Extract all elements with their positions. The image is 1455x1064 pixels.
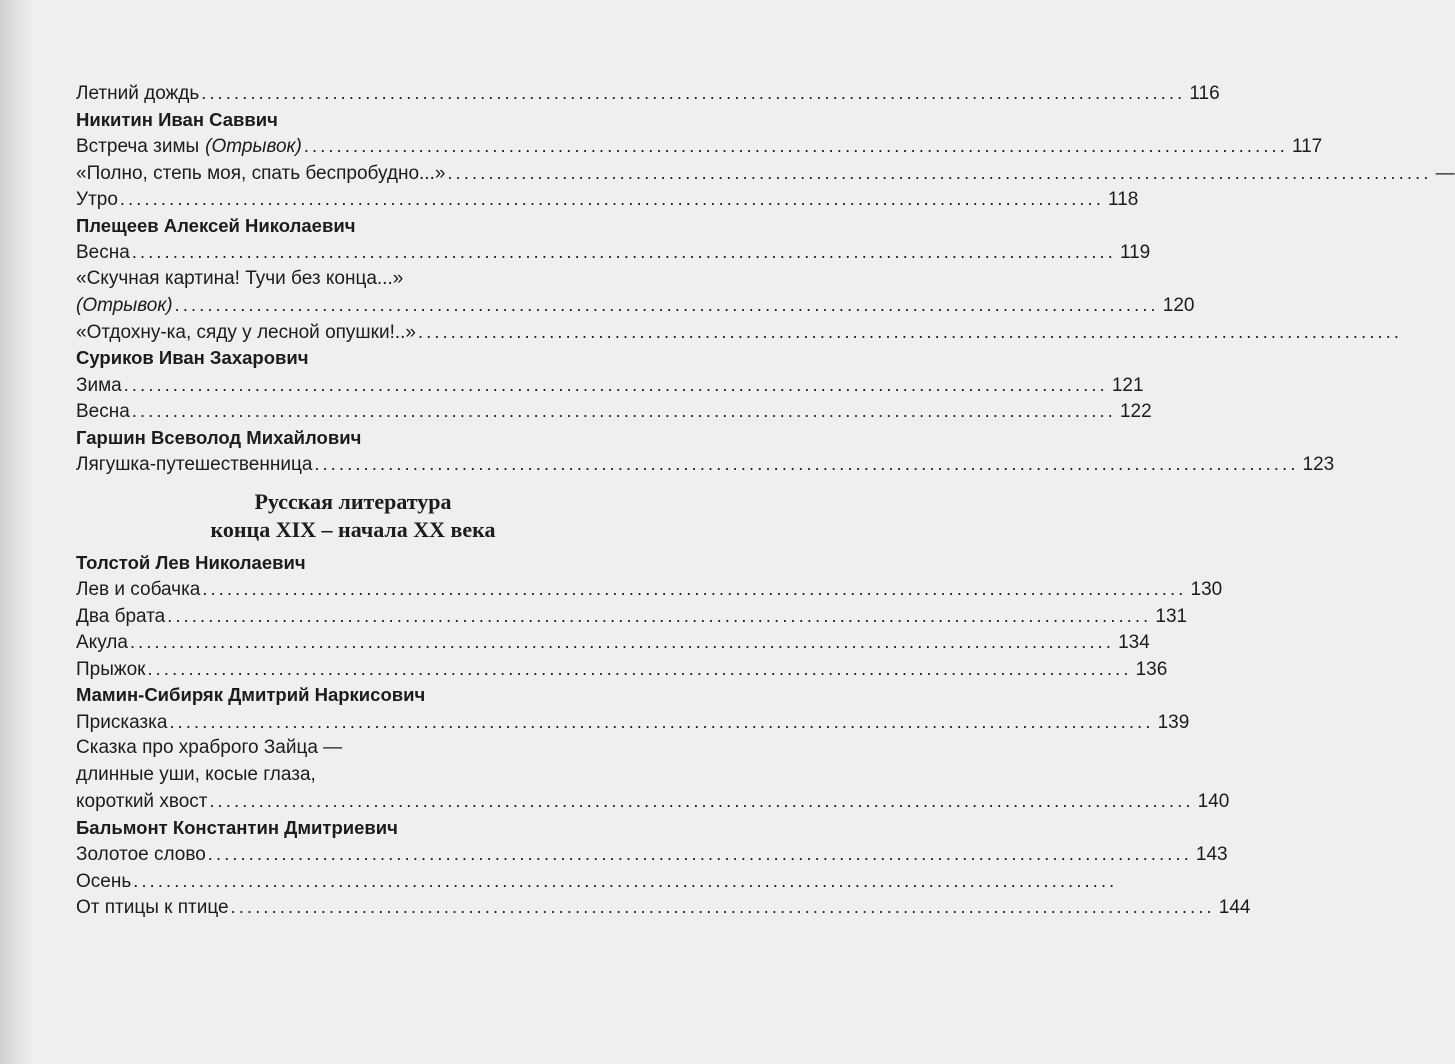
entry-title-text: Прыжок bbox=[76, 658, 146, 680]
entry-title bbox=[76, 710, 167, 737]
author-heading: Гаршин Всеволод Михайлович bbox=[76, 426, 362, 448]
dot-leader: ........................................................................................................................ bbox=[131, 401, 1116, 421]
toc-entry bbox=[76, 292, 1195, 319]
dot-leader: ........................................................................................................................ bbox=[131, 242, 1116, 262]
dot-leader: ........................................................................................................................ bbox=[174, 295, 1159, 315]
entry-title-text: Зима bbox=[76, 374, 122, 396]
dot-leader: ........................................................................................................................ bbox=[209, 791, 1194, 811]
page-number: 122 bbox=[1119, 401, 1152, 422]
dot-leader: ........................................................................................................................ bbox=[147, 658, 1132, 679]
page-number: 136 bbox=[1135, 658, 1168, 680]
entry-title bbox=[76, 577, 200, 604]
section-heading bbox=[76, 488, 622, 544]
entry-title bbox=[76, 161, 445, 188]
page-number: 116 bbox=[1189, 83, 1220, 104]
page-number: 123 bbox=[1302, 454, 1335, 475]
entry-title-text: От птицы к птице bbox=[76, 897, 229, 918]
entry-note: (Отрывок) bbox=[76, 295, 173, 316]
dot-leader: ........................................................................................................................ bbox=[133, 870, 1118, 891]
toc-entry bbox=[76, 186, 1139, 213]
toc-entry bbox=[76, 868, 1118, 895]
entry-title bbox=[76, 373, 122, 400]
dot-leader: ........................................................................................................................ bbox=[169, 711, 1154, 732]
book-spine-shadow bbox=[0, 0, 34, 1064]
entry-title-text: «Отдохну-ка, сяду у лесной опушки!..» bbox=[76, 321, 416, 343]
dot-leader: ........................................................................................................................ bbox=[303, 136, 1288, 156]
entry-title bbox=[76, 293, 173, 320]
entry-title bbox=[76, 657, 145, 684]
dot-leader: ........................................................................................................................ bbox=[230, 897, 1215, 917]
entry-note: (Отрывок) bbox=[205, 136, 302, 157]
entry-title bbox=[76, 630, 128, 657]
page-number: 119 bbox=[1119, 242, 1151, 263]
entry-title-text: Золотое слово bbox=[76, 844, 206, 865]
page-number: 143 bbox=[1195, 844, 1228, 865]
author-heading: Плещеев Алексей Николаевич bbox=[76, 214, 356, 236]
author-heading: Бальмонт Константин Дмитриевич bbox=[76, 816, 398, 838]
page-number: 118 bbox=[1108, 189, 1139, 210]
entry-title bbox=[76, 842, 206, 869]
entry-title-text: Весна bbox=[76, 242, 130, 263]
page-number: 134 bbox=[1118, 632, 1150, 653]
page-number: — bbox=[1435, 162, 1455, 184]
entry-title bbox=[76, 895, 229, 922]
entry-title bbox=[76, 187, 118, 214]
entry-title bbox=[76, 240, 130, 267]
toc-entry bbox=[76, 160, 1455, 187]
toc-entry bbox=[76, 656, 1168, 683]
page-number: 140 bbox=[1197, 791, 1230, 812]
section-heading-line-2: конца XIX – начала XX века bbox=[210, 516, 496, 542]
toc-entry bbox=[76, 841, 1228, 868]
entry-title-text: Утро bbox=[76, 189, 118, 210]
dot-leader: ........................................................................................................................ bbox=[202, 579, 1187, 599]
page-number: 117 bbox=[1291, 136, 1323, 157]
dot-leader: ........................................................................................................................ bbox=[201, 83, 1186, 103]
section-heading-line-1: Русская литература bbox=[254, 488, 452, 514]
page-number: 130 bbox=[1190, 579, 1223, 600]
entry-title bbox=[76, 452, 312, 479]
toc-entry bbox=[76, 709, 1190, 736]
author-heading: Суриков Иван Захарович bbox=[76, 347, 309, 368]
entry-title-text: Лев и собачка bbox=[76, 579, 201, 600]
toc-list-bottom bbox=[76, 550, 1251, 921]
table-of-contents bbox=[76, 80, 1455, 921]
entry-title-text: Весна bbox=[76, 401, 130, 422]
dot-leader: ........................................................................................................................ bbox=[314, 454, 1299, 474]
toc-entry bbox=[76, 372, 1144, 399]
page-number: 121 bbox=[1111, 374, 1144, 396]
entry-title bbox=[76, 81, 199, 108]
entry-title bbox=[76, 399, 130, 426]
author-heading: Толстой Лев Николаевич bbox=[76, 551, 306, 573]
dot-leader: ........................................................................................................................ bbox=[418, 321, 1403, 342]
entry-title-text: Акула bbox=[76, 632, 128, 653]
entry-title-text: Осень bbox=[76, 870, 132, 892]
dot-leader: ........................................................................................................................ bbox=[447, 162, 1432, 183]
page-number: 131 bbox=[1155, 605, 1188, 627]
entry-title bbox=[76, 869, 131, 896]
toc-entry bbox=[76, 451, 1335, 478]
dot-leader: ........................................................................................................................ bbox=[119, 189, 1105, 209]
toc-entry bbox=[76, 133, 1323, 160]
entry-title bbox=[76, 789, 207, 816]
dot-leader: ........................................................................................................................ bbox=[167, 605, 1152, 626]
page-number: 139 bbox=[1157, 711, 1190, 733]
author-heading: Никитин Иван Саввич bbox=[76, 108, 278, 130]
entry-title bbox=[76, 134, 302, 161]
author-heading: Мамин-Сибиряк Дмитрий Наркисович bbox=[76, 684, 426, 705]
toc-entry-text: Сказка про храброго Зайца — bbox=[76, 737, 343, 758]
toc-entry bbox=[76, 80, 1220, 107]
toc-entry bbox=[76, 319, 1403, 346]
toc-entry-text: длинные уши, косые глаза, bbox=[76, 763, 316, 785]
entry-title-text: Летний дождь bbox=[76, 83, 200, 104]
entry-title-text: Встреча зимы bbox=[76, 136, 200, 157]
toc-entry bbox=[76, 629, 1150, 656]
page-number: 120 bbox=[1162, 295, 1195, 316]
toc-entry bbox=[76, 576, 1223, 603]
toc-entry bbox=[76, 603, 1188, 630]
entry-title bbox=[76, 604, 165, 631]
entry-title-text: Присказка bbox=[76, 711, 168, 733]
entry-title bbox=[76, 320, 416, 347]
toc-entry bbox=[76, 788, 1230, 815]
dot-leader: ........................................................................................................................ bbox=[123, 374, 1108, 395]
toc-entry bbox=[76, 239, 1151, 266]
page-number: 144 bbox=[1218, 897, 1251, 918]
toc-entry-text: «Скучная картина! Тучи без конца...» bbox=[76, 267, 404, 289]
dot-leader: ........................................................................................................................ bbox=[129, 632, 1115, 652]
entry-title-text: Два брата bbox=[76, 605, 166, 627]
dot-leader: ........................................................................................................................ bbox=[207, 844, 1192, 864]
toc-entry bbox=[76, 398, 1152, 425]
toc-entry bbox=[76, 894, 1251, 921]
entry-title-text: короткий хвост bbox=[76, 791, 208, 812]
entry-title-text: «Полно, степь моя, спать беспробудно...» bbox=[76, 162, 446, 184]
toc-list-top bbox=[76, 80, 1455, 478]
entry-title-text: Лягушка-путешественница bbox=[76, 454, 313, 475]
